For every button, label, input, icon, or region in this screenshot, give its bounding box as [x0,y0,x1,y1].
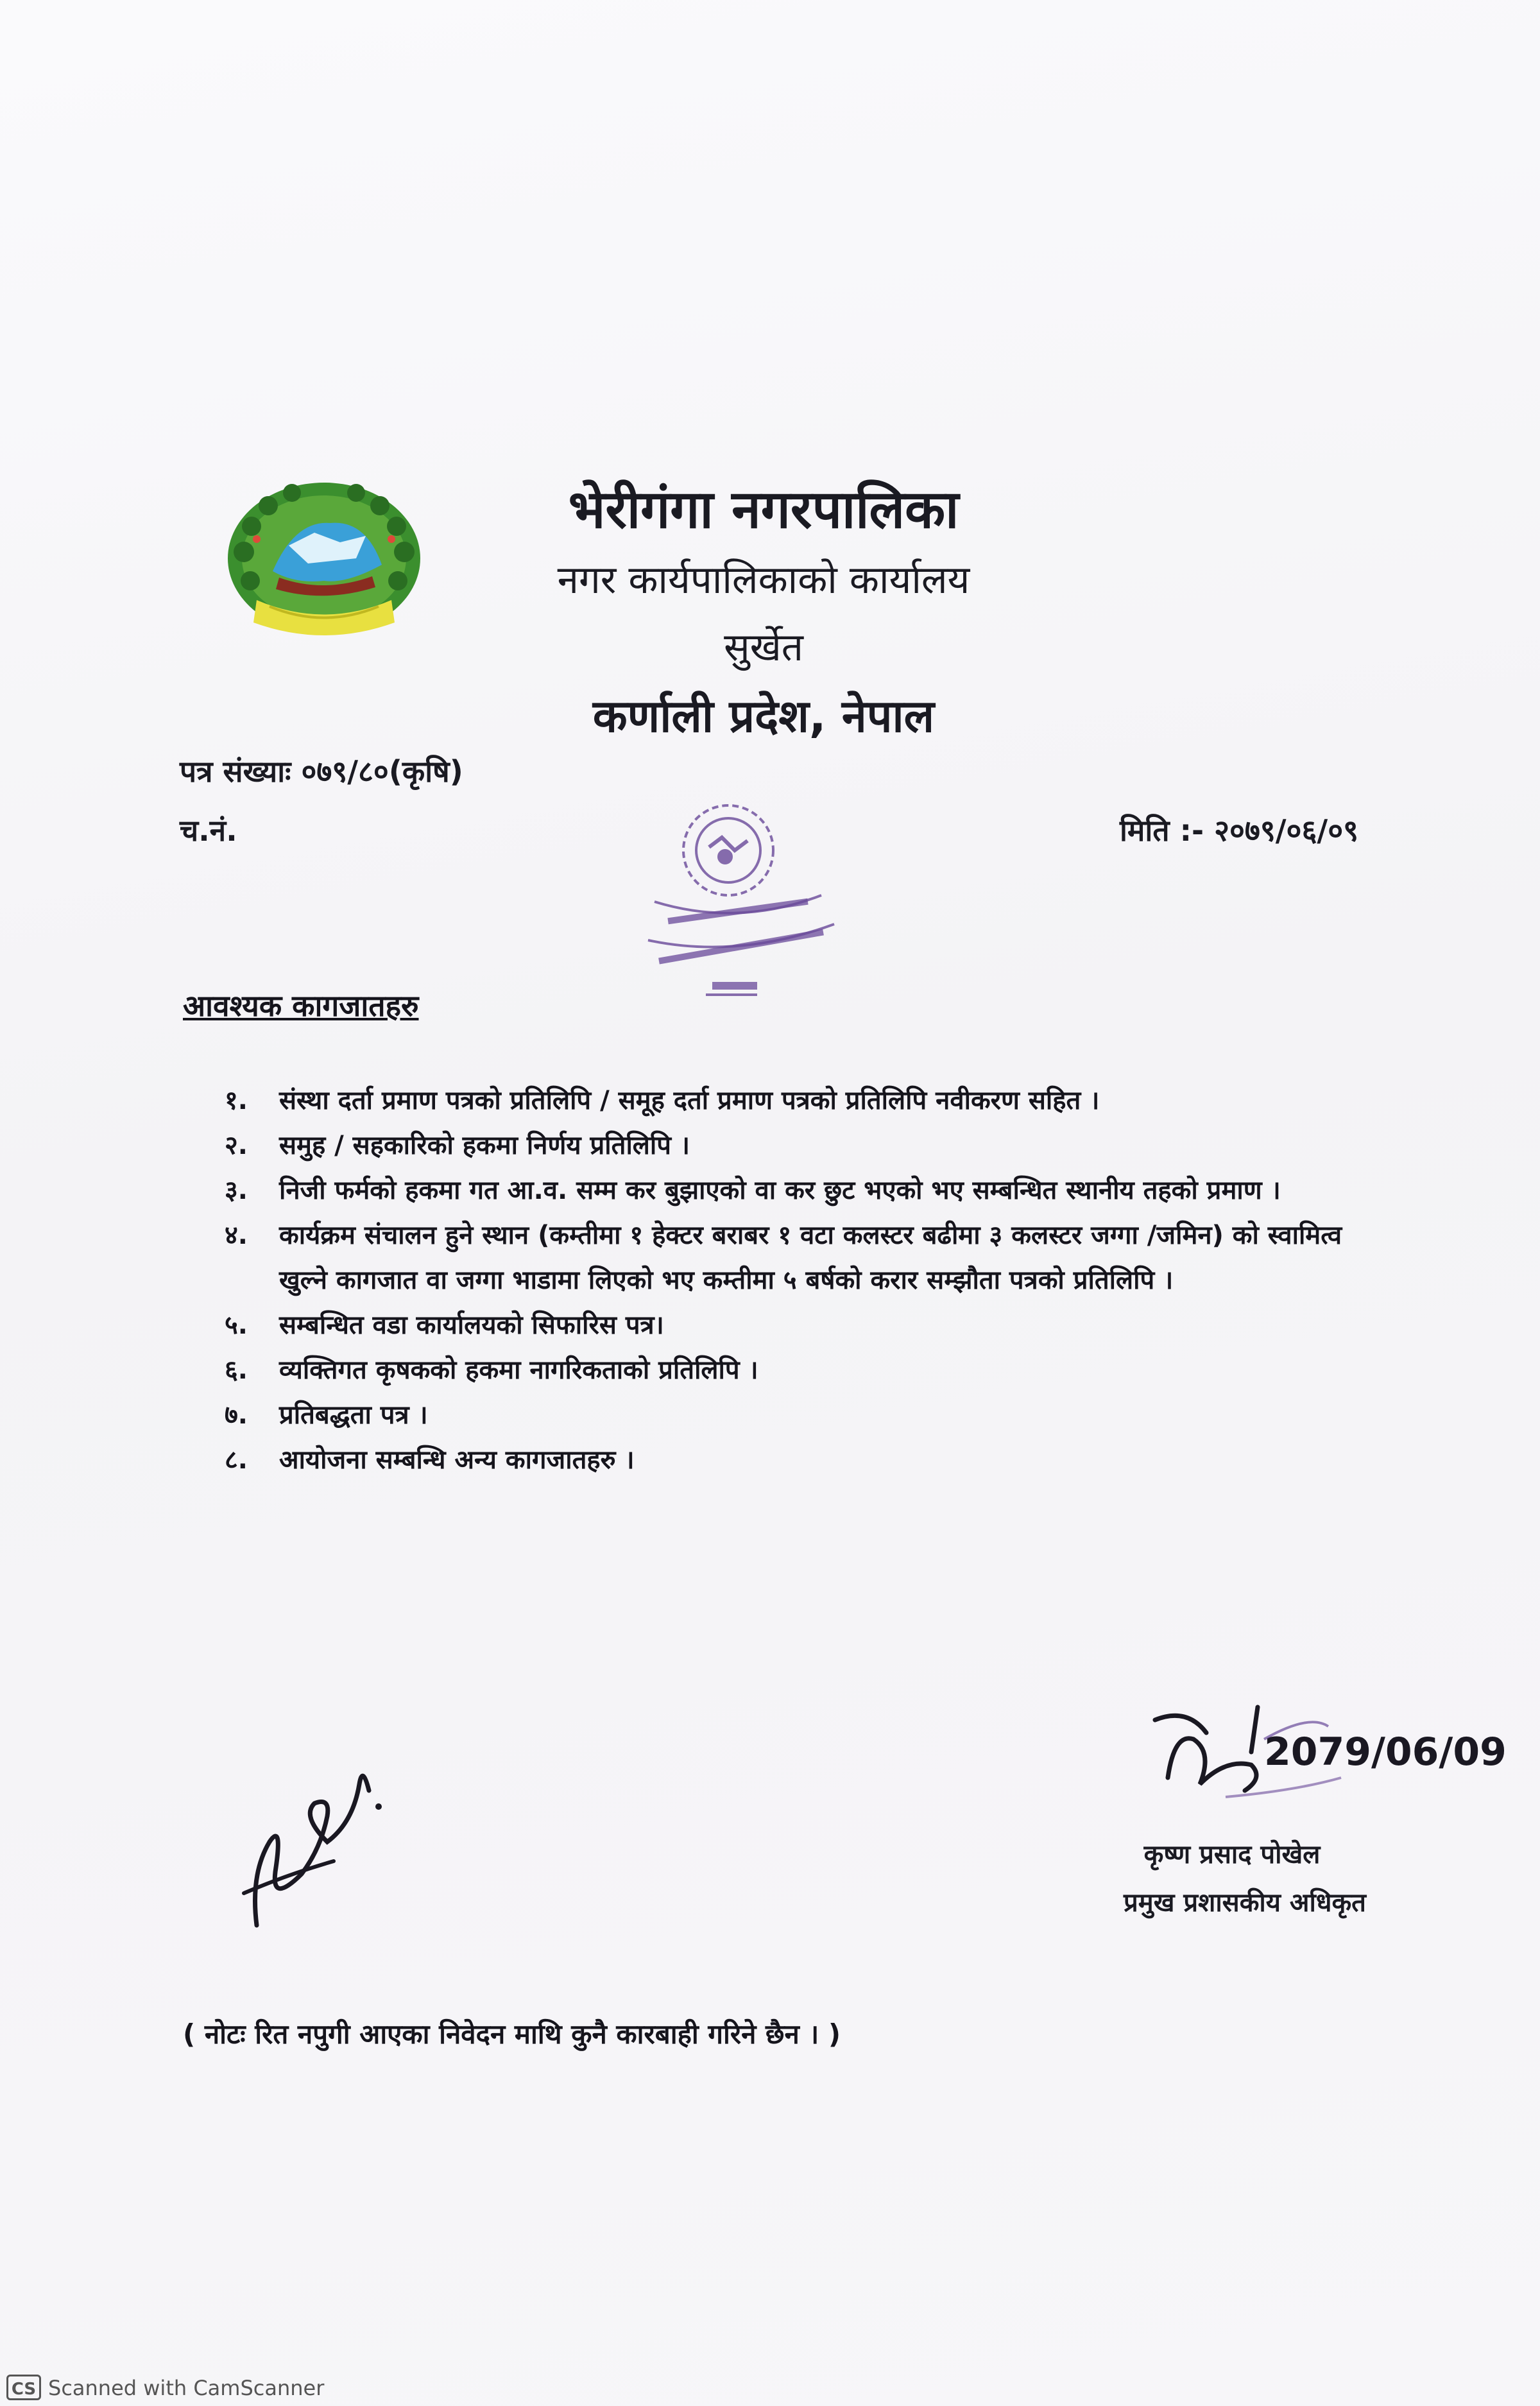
list-item [225,1168,1380,1213]
item-text: निजी फर्मको हकमा गत आ.व. सम्म कर बुझाएको वा कर छुट भएको भए सम्बन्धित स्थानीय तहको प्रमाण । [279,1176,1281,1205]
item-number: ७. [225,1400,248,1430]
list-item [225,1393,1380,1438]
letter-date: मिति :- २०७९/०६/०९ [1120,813,1359,848]
office-name: नगर कार्यपालिकाको कार्यालय [557,558,970,603]
list-item [225,1348,1380,1393]
section-title: आवश्यक कागजातहरु [183,988,419,1023]
list-item [225,1213,1380,1303]
item-text: व्यक्तिगत कृषकको हकमा नागरिकताको प्रतिलिपि । [279,1355,758,1385]
item-text: सम्बन्धित वडा कार्यालयको सिफारिस पत्र। [279,1310,664,1340]
svg-text:2079/06/09: 2079/06/09 [1264,1730,1507,1774]
camscanner-logo-icon: CS [6,2375,41,2400]
right-signature-icon [1129,1694,1507,1848]
item-number: ६. [225,1355,248,1385]
office-stamp-icon [629,789,853,1020]
item-text: आयोजना सम्बन्धि अन्य कागजातहरु । [279,1445,635,1475]
item-text: कार्यक्रम संचालन हुने स्थान (कम्तीमा १ हेक्टर बराबर १ वटा कलस्टर बढीमा ३ कलस्टर जग्गा /जमिन) को स्वामित्व खुल्ने कागजात वा जग्गा भाडामा लिएको भए कम्तीमा ५ बर्षको करार सम्झौता पत्रको प्रतिलिपि । [279,1221,1342,1295]
item-text: संस्था दर्ता प्रमाण पत्रको प्रतिलिपि / समूह दर्ता प्रमाण पत्रको प्रतिलिपि नवीकरण सहित । [279,1086,1100,1115]
item-number: ५. [225,1310,248,1340]
reference-number: पत्र संख्याः ०७९/८०(कृषि) [180,754,463,789]
required-documents-list [225,1078,1380,1482]
item-number: ४. [225,1221,248,1250]
list-item [225,1438,1380,1482]
signer-name: कृष्ण प्रसाद पोखेल [1143,1840,1321,1869]
item-number: ३. [225,1176,248,1205]
district-name: सुर्खेत [724,625,803,670]
province-name: कर्णाली प्रदेश, नेपाल [592,690,935,743]
item-text: प्रतिबद्धता पत्र । [279,1400,428,1430]
item-number: २. [225,1131,248,1160]
list-item [225,1078,1380,1123]
item-number: १. [225,1086,248,1115]
item-number: ८. [225,1445,248,1475]
scanner-watermark: Scanned with CamScanner [48,2376,325,2400]
dispatch-number: च.नं. [180,813,237,848]
municipality-emblem-icon [218,475,430,655]
list-item [225,1303,1380,1348]
left-signature-icon [231,1746,398,1951]
footer-note: ( नोटः रित नपुगी आएका निवेदन माथि कुनै कारबाही गरिने छैन । ) [183,2018,841,2050]
municipality-name: भेरीगंगा नगरपालिका [568,479,959,540]
list-item [225,1123,1380,1168]
item-text: समुह / सहकारिको हकमा निर्णय प्रतिलिपि । [279,1131,690,1160]
signer-title: प्रमुख प्रशासकीय अधिकृत [1124,1888,1366,1918]
